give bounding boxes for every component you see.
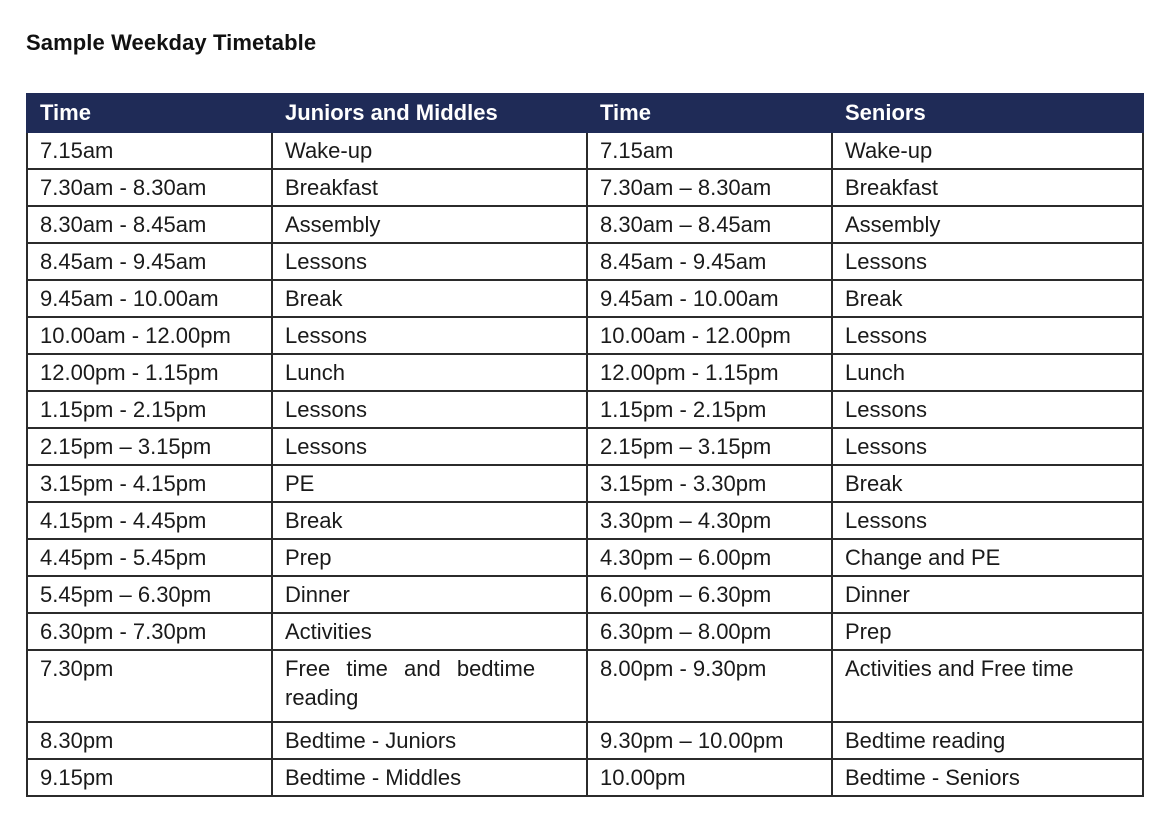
seniors-activity-cell: Wake-up — [832, 132, 1143, 169]
juniors-activity-cell: Assembly — [272, 206, 587, 243]
seniors-time-cell: 7.15am — [587, 132, 832, 169]
juniors-activity-cell: PE — [272, 465, 587, 502]
seniors-time-cell: 1.15pm - 2.15pm — [587, 391, 832, 428]
juniors-time-cell: 12.00pm - 1.15pm — [27, 354, 272, 391]
seniors-activity-cell: Activities and Free time — [832, 650, 1143, 722]
seniors-activity-cell: Prep — [832, 613, 1143, 650]
table-row — [27, 722, 1143, 759]
juniors-time-cell: 8.30pm — [27, 722, 272, 759]
juniors-activity-cell: Activities — [272, 613, 587, 650]
timetable — [26, 93, 1144, 797]
juniors-time-cell: 7.15am — [27, 132, 272, 169]
header-time-seniors: Time — [587, 94, 832, 132]
seniors-time-cell: 10.00pm — [587, 759, 832, 796]
seniors-time-cell: 6.30pm – 8.00pm — [587, 613, 832, 650]
header-time-juniors: Time — [27, 94, 272, 132]
seniors-activity-cell: Lessons — [832, 428, 1143, 465]
seniors-time-cell: 10.00am - 12.00pm — [587, 317, 832, 354]
juniors-time-cell: 2.15pm – 3.15pm — [27, 428, 272, 465]
juniors-time-cell: 1.15pm - 2.15pm — [27, 391, 272, 428]
seniors-activity-cell: Lessons — [832, 243, 1143, 280]
seniors-activity-cell: Break — [832, 465, 1143, 502]
juniors-time-cell: 8.30am - 8.45am — [27, 206, 272, 243]
juniors-time-cell: 8.45am - 9.45am — [27, 243, 272, 280]
seniors-activity-cell: Change and PE — [832, 539, 1143, 576]
header-juniors-and-middles: Juniors and Middles — [272, 94, 587, 132]
seniors-activity-cell: Lessons — [832, 317, 1143, 354]
seniors-time-cell: 8.45am - 9.45am — [587, 243, 832, 280]
header-seniors: Seniors — [832, 94, 1143, 132]
juniors-activity-cell: Lessons — [272, 317, 587, 354]
table-row — [27, 759, 1143, 796]
juniors-activity-cell: Wake-up — [272, 132, 587, 169]
table-row — [27, 465, 1143, 502]
seniors-time-cell: 4.30pm – 6.00pm — [587, 539, 832, 576]
juniors-activity-cell: Lessons — [272, 428, 587, 465]
seniors-time-cell: 8.30am – 8.45am — [587, 206, 832, 243]
table-row — [27, 169, 1143, 206]
juniors-activity-cell: Lunch — [272, 354, 587, 391]
table-row — [27, 613, 1143, 650]
juniors-activity-cell: Prep — [272, 539, 587, 576]
seniors-activity-cell: Bedtime reading — [832, 722, 1143, 759]
seniors-activity-cell: Lunch — [832, 354, 1143, 391]
seniors-activity-cell: Break — [832, 280, 1143, 317]
juniors-time-cell: 3.15pm - 4.15pm — [27, 465, 272, 502]
header-row — [27, 94, 1143, 132]
document-title: Sample Weekday Timetable — [26, 30, 317, 55]
juniors-time-cell: 7.30pm — [27, 650, 272, 722]
seniors-time-cell: 7.30am – 8.30am — [587, 169, 832, 206]
seniors-activity-cell: Breakfast — [832, 169, 1143, 206]
table-row — [27, 576, 1143, 613]
seniors-time-cell: 8.00pm - 9.30pm — [587, 650, 832, 722]
juniors-time-cell: 5.45pm – 6.30pm — [27, 576, 272, 613]
table-row — [27, 502, 1143, 539]
table-row — [27, 539, 1143, 576]
table-row — [27, 354, 1143, 391]
table-row — [27, 317, 1143, 354]
juniors-activity-cell: Break — [272, 280, 587, 317]
juniors-time-cell: 6.30pm - 7.30pm — [27, 613, 272, 650]
seniors-time-cell: 3.15pm - 3.30pm — [587, 465, 832, 502]
table-row — [27, 391, 1143, 428]
seniors-activity-cell: Assembly — [832, 206, 1143, 243]
juniors-time-cell: 9.15pm — [27, 759, 272, 796]
juniors-time-cell: 10.00am - 12.00pm — [27, 317, 272, 354]
table-row — [27, 650, 1143, 722]
seniors-activity-cell: Bedtime - Seniors — [832, 759, 1143, 796]
seniors-activity-cell: Lessons — [832, 391, 1143, 428]
table-row — [27, 428, 1143, 465]
juniors-activity-cell: Bedtime - Juniors — [272, 722, 587, 759]
seniors-time-cell: 6.00pm – 6.30pm — [587, 576, 832, 613]
seniors-time-cell: 9.30pm – 10.00pm — [587, 722, 832, 759]
seniors-activity-cell: Lessons — [832, 502, 1143, 539]
seniors-activity-cell: Dinner — [832, 576, 1143, 613]
juniors-activity-cell: Break — [272, 502, 587, 539]
juniors-activity-cell: Lessons — [272, 391, 587, 428]
juniors-time-cell: 4.45pm - 5.45pm — [27, 539, 272, 576]
seniors-time-cell: 3.30pm – 4.30pm — [587, 502, 832, 539]
juniors-activity-cell: Bedtime - Middles — [272, 759, 587, 796]
seniors-time-cell: 2.15pm – 3.15pm — [587, 428, 832, 465]
table-row — [27, 132, 1143, 169]
seniors-time-cell: 12.00pm - 1.15pm — [587, 354, 832, 391]
table-row — [27, 280, 1143, 317]
juniors-activity-cell: Lessons — [272, 243, 587, 280]
juniors-activity-cell: Free time and bedtime reading — [272, 650, 587, 722]
juniors-time-cell: 9.45am - 10.00am — [27, 280, 272, 317]
table-row — [27, 243, 1143, 280]
juniors-activity-cell: Breakfast — [272, 169, 587, 206]
table-row — [27, 206, 1143, 243]
juniors-time-cell: 4.15pm - 4.45pm — [27, 502, 272, 539]
juniors-time-cell: 7.30am - 8.30am — [27, 169, 272, 206]
juniors-activity-cell: Dinner — [272, 576, 587, 613]
seniors-time-cell: 9.45am - 10.00am — [587, 280, 832, 317]
